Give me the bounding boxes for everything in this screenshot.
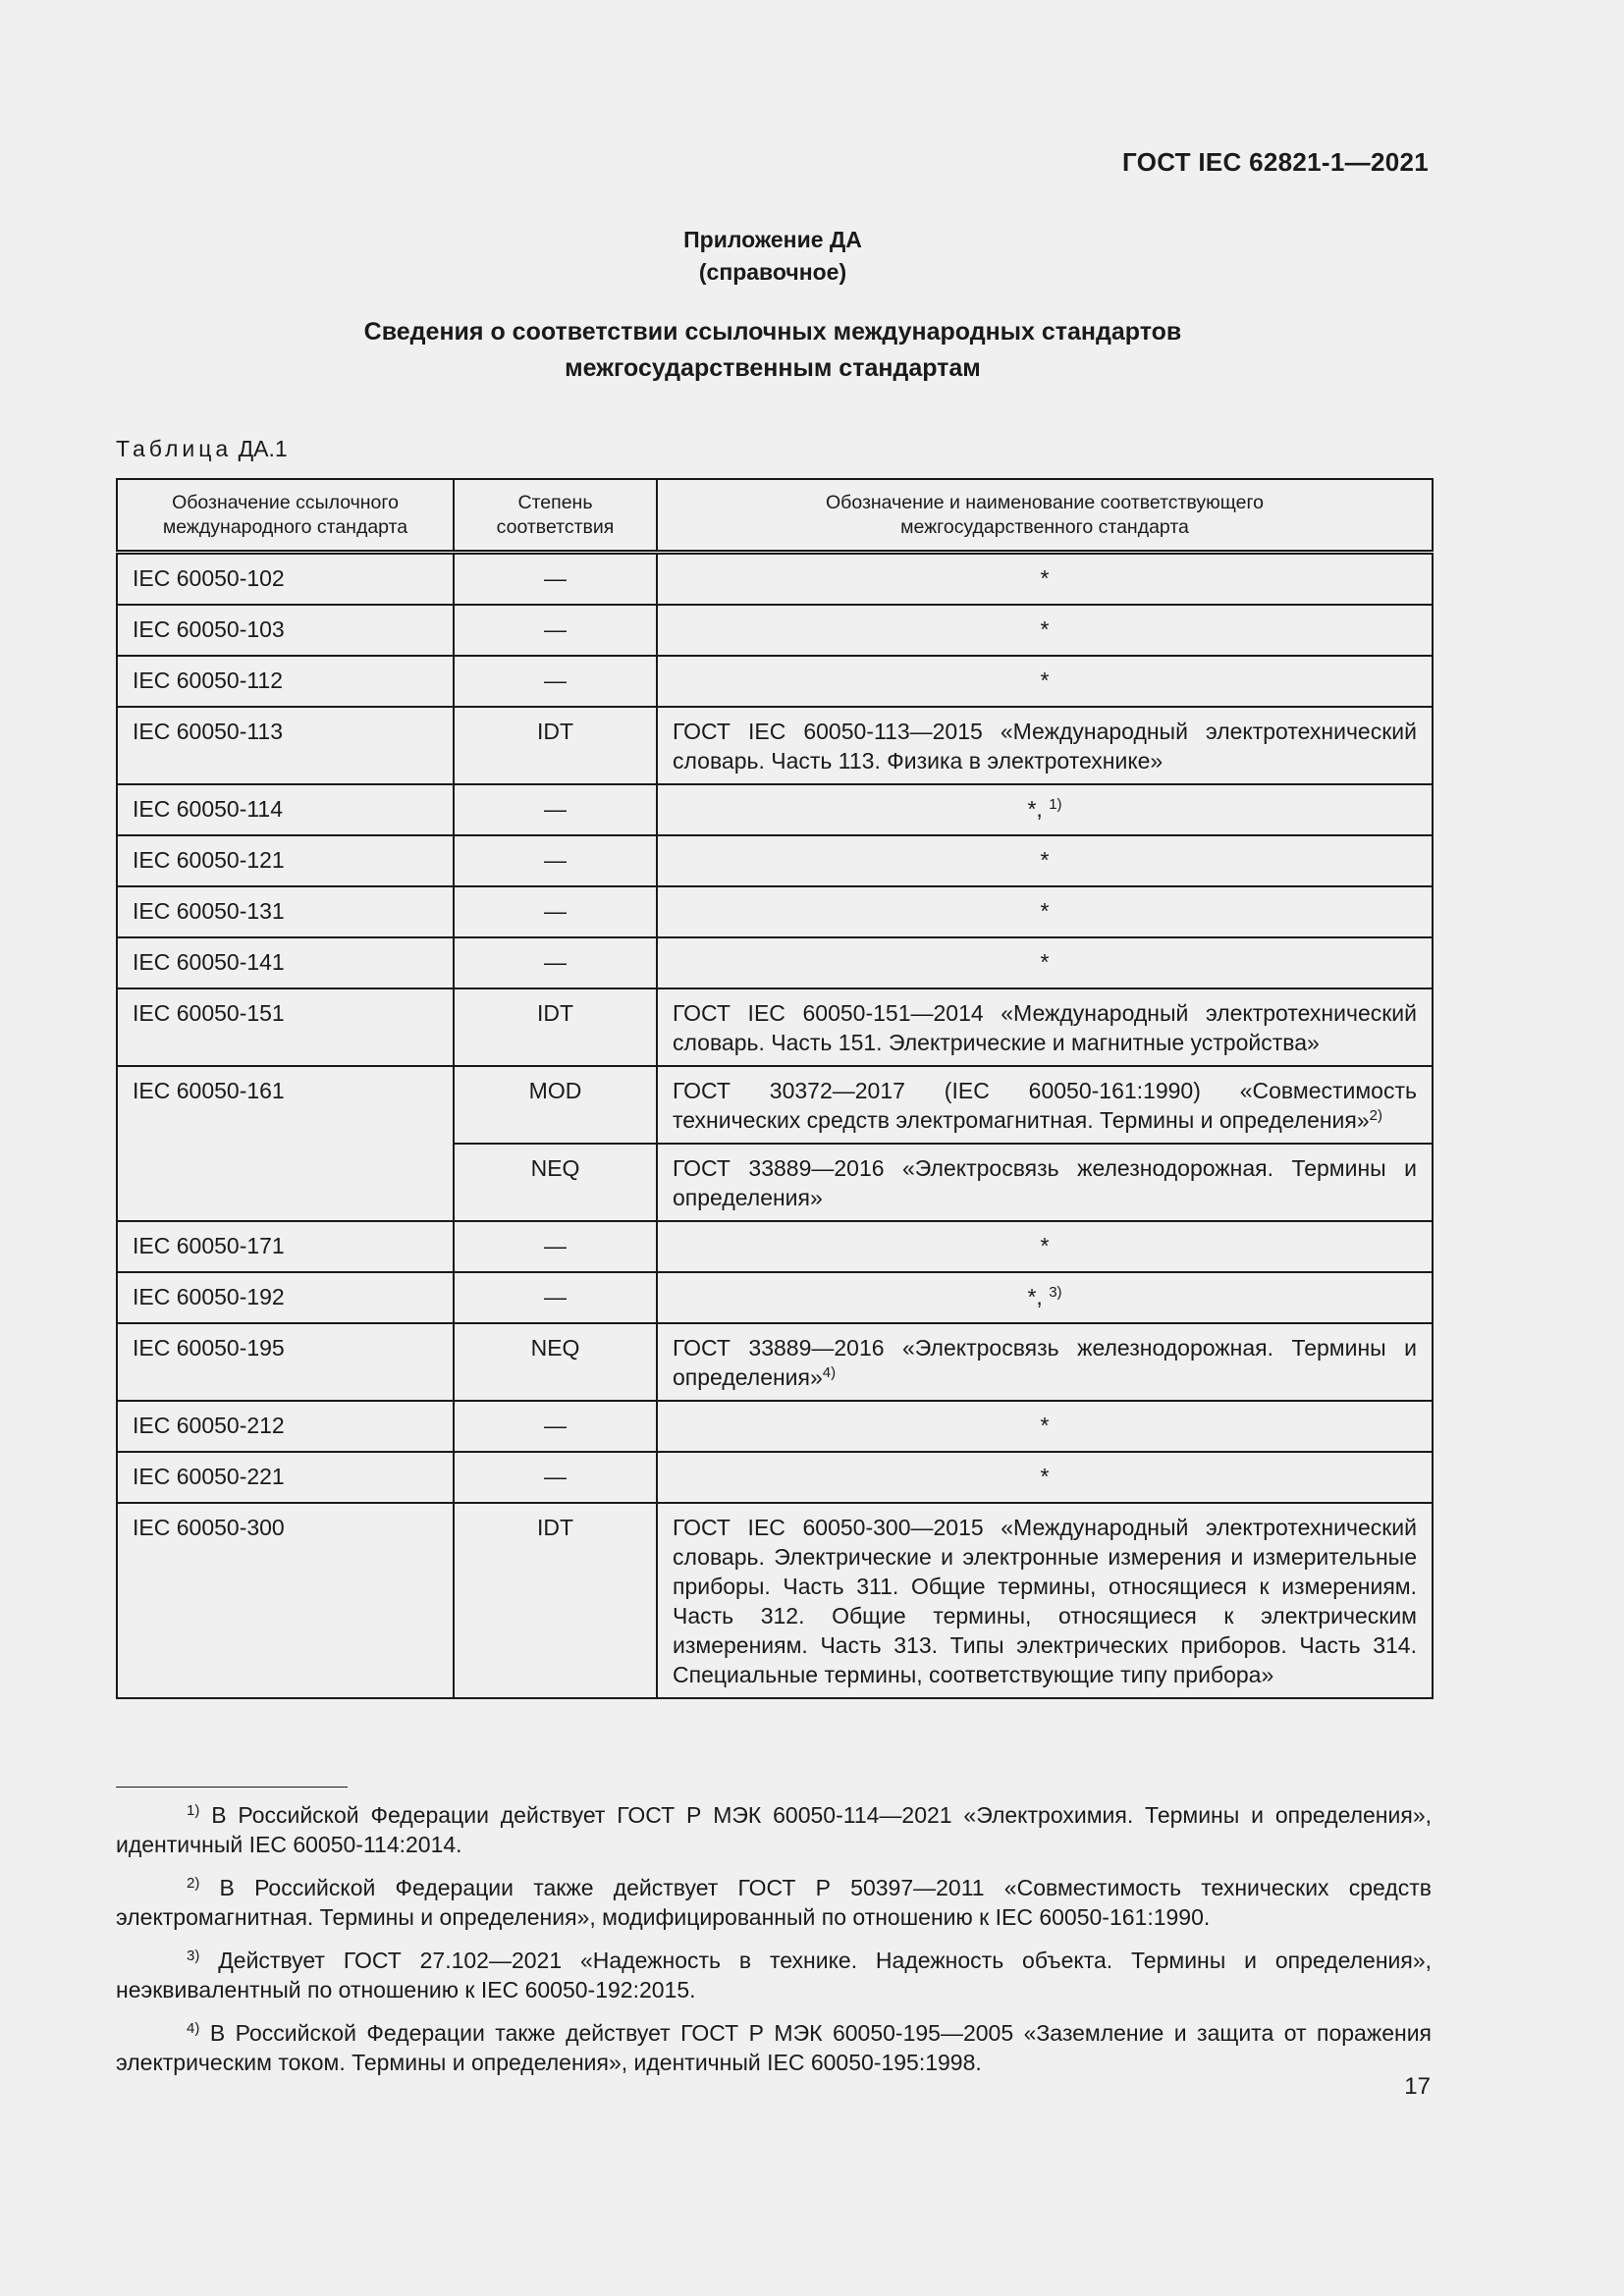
- degree-cell: —: [454, 835, 657, 886]
- interstate-standard-cell: ГОСТ 33889—2016 «Электросвязь железнодорожная. Термины и определения»: [657, 1144, 1433, 1221]
- degree-cell: —: [454, 1401, 657, 1452]
- footnote-text: В Российской Федерации также действует ГОСТ Р 50397—2011 «Совместимость технических средств электромагнитная. Термины и определения», модифицированный по отношению к IEC 60050-161:1990.: [116, 1875, 1433, 1930]
- reference-standard-cell: IEC 60050-112: [117, 656, 454, 707]
- reference-standard-cell: IEC 60050-141: [117, 937, 454, 988]
- reference-standard-cell: IEC 60050-114: [117, 784, 454, 835]
- appendix-title: Приложение ДА: [683, 227, 862, 252]
- degree-cell: —: [454, 605, 657, 656]
- interstate-standard-text: ГОСТ 33889—2016 «Электросвязь железнодорожная. Термины и определения»: [673, 1335, 1417, 1390]
- reference-standard-cell: IEC 60050-102: [117, 553, 454, 606]
- reference-standard-cell: IEC 60050-195: [117, 1323, 454, 1401]
- table-header-row: [117, 479, 1433, 553]
- document-code: ГОСТ IEC 62821-1—2021: [1122, 147, 1429, 177]
- interstate-standard-cell: *: [657, 1401, 1433, 1452]
- table-caption-word: Таблица: [116, 436, 233, 461]
- degree-cell: —: [454, 886, 657, 937]
- table-row: [117, 656, 1433, 707]
- reference-standard-cell: IEC 60050-192: [117, 1272, 454, 1323]
- footnote-ref[interactable]: 4): [822, 1364, 837, 1381]
- table-row: [117, 1452, 1433, 1503]
- table-row: [117, 1066, 1433, 1144]
- reference-standard-cell: IEC 60050-171: [117, 1221, 454, 1272]
- degree-cell: MOD: [454, 1066, 657, 1144]
- table-row: [117, 835, 1433, 886]
- interstate-standard-cell: *: [657, 656, 1433, 707]
- reference-standard-cell: IEC 60050-300: [117, 1503, 454, 1698]
- degree-cell: —: [454, 1452, 657, 1503]
- table-row: [117, 707, 1433, 784]
- footnote-divider: [116, 1787, 348, 1788]
- reference-standard-cell: IEC 60050-103: [117, 605, 454, 656]
- footnote-mark: 4): [187, 2020, 200, 2037]
- asterisk-mark: *,: [1027, 1284, 1043, 1309]
- table-row: [117, 553, 1433, 606]
- section-heading-line-1: Сведения о соответствии ссылочных международных стандартов: [363, 318, 1182, 346]
- table-row: [117, 1272, 1433, 1323]
- table-row: [117, 988, 1433, 1066]
- column-header-degree: Степень соответствия: [454, 479, 657, 553]
- interstate-standard-cell: [657, 1066, 1433, 1144]
- table-caption: [116, 436, 288, 462]
- footnote: [116, 2018, 1432, 2077]
- footnote-mark: 2): [187, 1875, 200, 1892]
- reference-standard-cell: IEC 60050-131: [117, 886, 454, 937]
- degree-cell: —: [454, 656, 657, 707]
- page-number: 17: [1404, 2073, 1431, 2100]
- interstate-standard-cell: ГОСТ IEC 60050-300—2015 «Международный электротехнический словарь. Электрические и электронные измерения и измерительные приборы. Часть 311. Общие термины, относящиеся к измерениям. Часть 312. Общие термины, относящиеся к электрическим измерениям. Часть 313. Типы электрических приборов. Часть 314. Специальные термины, соответствующие типу прибора»: [657, 1503, 1433, 1698]
- asterisk-mark: *,: [1027, 796, 1043, 822]
- interstate-standard-cell: [657, 1323, 1433, 1401]
- table-row: [117, 605, 1433, 656]
- interstate-standard-cell: *: [657, 835, 1433, 886]
- footnote: [116, 1946, 1432, 2004]
- reference-standard-cell: IEC 60050-212: [117, 1401, 454, 1452]
- interstate-standard-cell: *: [657, 937, 1433, 988]
- interstate-standard-cell: ГОСТ IEC 60050-151—2014 «Международный электротехнический словарь. Часть 151. Электрические и магнитные устройства»: [657, 988, 1433, 1066]
- footnote-text: В Российской Федерации также действует ГОСТ Р МЭК 60050-195—2005 «Заземление и защита от поражения электрическим током. Термины и определения», идентичный IEC 60050-195:1998.: [116, 2020, 1433, 2075]
- interstate-standard-cell: *: [657, 886, 1433, 937]
- interstate-standard-cell: [657, 1272, 1433, 1323]
- appendix-title-block: [0, 224, 1545, 289]
- column-header-reference-standard: Обозначение ссылочного международного стандарта: [117, 479, 454, 553]
- interstate-standard-cell: *: [657, 1221, 1433, 1272]
- degree-cell: —: [454, 784, 657, 835]
- reference-standard-cell: IEC 60050-151: [117, 988, 454, 1066]
- degree-cell: IDT: [454, 1503, 657, 1698]
- table-caption-number: ДА.1: [238, 436, 288, 461]
- table-row: [117, 886, 1433, 937]
- reference-standard-cell: IEC 60050-113: [117, 707, 454, 784]
- degree-cell: IDT: [454, 988, 657, 1066]
- table-row: [117, 1503, 1433, 1698]
- degree-cell: —: [454, 553, 657, 606]
- column-header-interstate-standard: Обозначение и наименование соответствующего межгосударственного стандарта: [657, 479, 1433, 553]
- degree-cell: —: [454, 1272, 657, 1323]
- footnote-ref[interactable]: 3): [1049, 1284, 1062, 1301]
- section-heading-line-2: межгосударственным стандартам: [565, 354, 981, 382]
- interstate-standard-text: ГОСТ 30372—2017 (IEC 60050-161:1990) «Совместимость технических средств электромагнитная. Термины и определения»: [673, 1078, 1417, 1133]
- reference-standard-cell: IEC 60050-121: [117, 835, 454, 886]
- interstate-standard-cell: *: [657, 553, 1433, 606]
- footnote-mark: 3): [187, 1948, 200, 1964]
- footnote-ref[interactable]: 2): [1369, 1107, 1382, 1124]
- footnote-text: Действует ГОСТ 27.102—2021 «Надежность в технике. Надежность объекта. Термины и определения», неэквивалентный по отношению к IEC 60050-192:2015.: [116, 1948, 1433, 2002]
- degree-cell: —: [454, 937, 657, 988]
- table-row: [117, 1221, 1433, 1272]
- section-heading: [0, 314, 1545, 387]
- reference-standard-cell: IEC 60050-221: [117, 1452, 454, 1503]
- degree-cell: NEQ: [454, 1144, 657, 1221]
- degree-cell: —: [454, 1221, 657, 1272]
- footnotes: [116, 1800, 1432, 2091]
- degree-cell: NEQ: [454, 1323, 657, 1401]
- footnote: [116, 1873, 1432, 1932]
- table-row: [117, 1323, 1433, 1401]
- footnote-text: В Российской Федерации действует ГОСТ Р МЭК 60050-114—2021 «Электрохимия. Термины и определения», идентичный IEC 60050-114:2014.: [116, 1802, 1432, 1857]
- interstate-standard-cell: *: [657, 605, 1433, 656]
- standards-table: [116, 478, 1434, 1699]
- table-row: [117, 937, 1433, 988]
- interstate-standard-cell: *: [657, 1452, 1433, 1503]
- footnote-mark: 1): [187, 1802, 200, 1819]
- interstate-standard-cell: ГОСТ IEC 60050-113—2015 «Международный электротехнический словарь. Часть 113. Физика в электротехнике»: [657, 707, 1433, 784]
- degree-cell: IDT: [454, 707, 657, 784]
- table-row: [117, 1401, 1433, 1452]
- footnote-ref[interactable]: 1): [1049, 796, 1062, 813]
- reference-standard-cell: IEC 60050-161: [117, 1066, 454, 1221]
- interstate-standard-cell: [657, 784, 1433, 835]
- footnote: [116, 1800, 1432, 1859]
- table-row: [117, 784, 1433, 835]
- appendix-subtitle: (справочное): [698, 259, 847, 285]
